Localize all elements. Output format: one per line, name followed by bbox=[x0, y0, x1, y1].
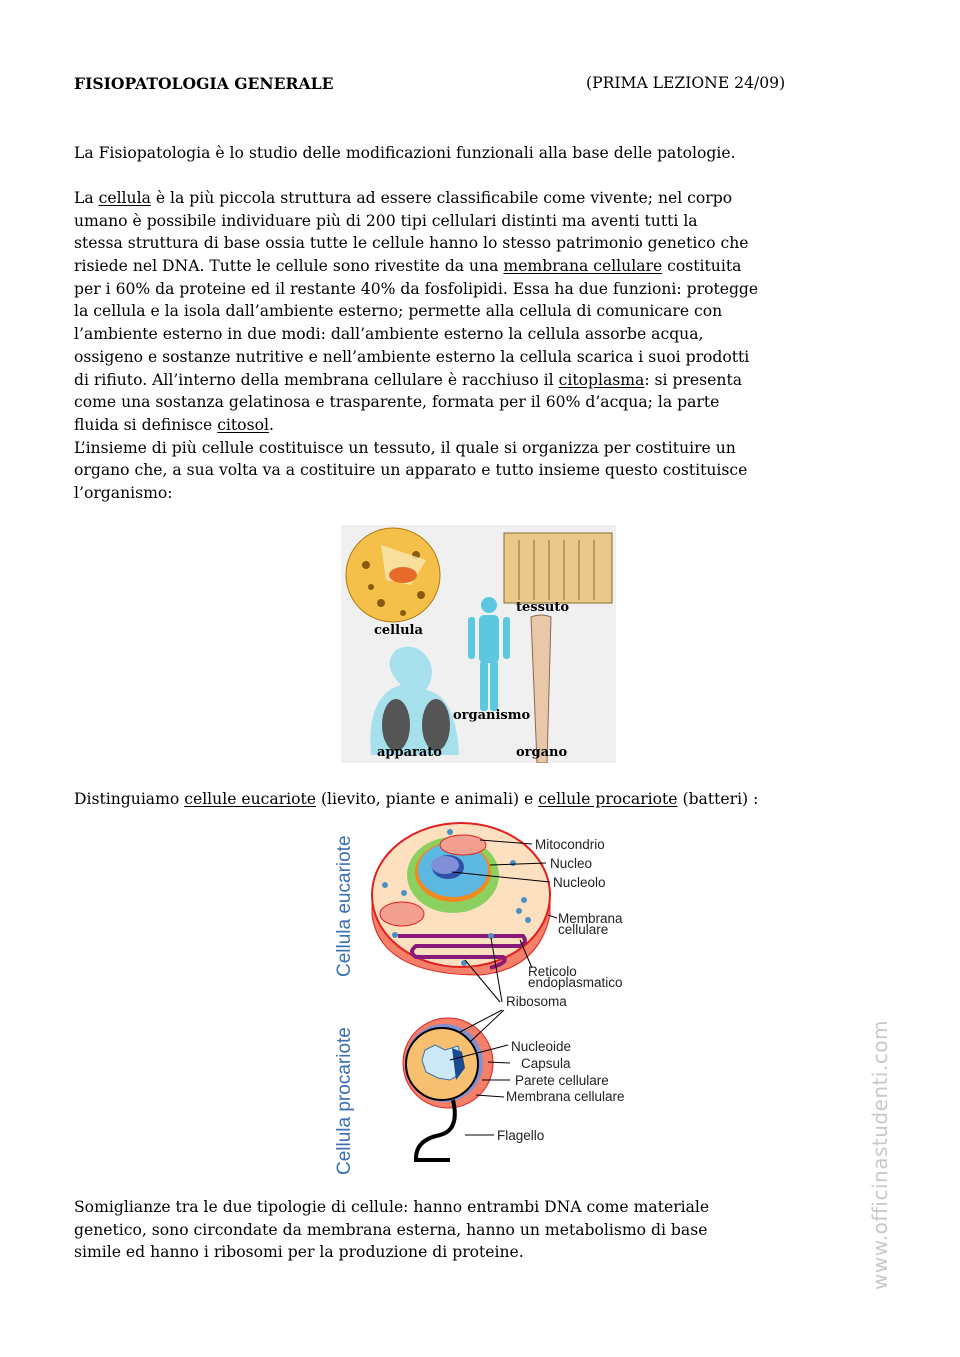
text-line bbox=[74, 346, 758, 369]
text-segment: risiede nel DNA. Tutte le cellule sono rivestite da una bbox=[74, 257, 504, 276]
text-segment: fluida si definisce bbox=[74, 415, 218, 434]
text-segment: l’organismo: bbox=[74, 483, 173, 502]
text-segment: di rifiuto. All’interno della membrana cellulare è racchiuso il bbox=[74, 370, 559, 389]
tissue-illustration bbox=[504, 533, 612, 603]
text-segment: Somiglianze tra le due tipologie di cellule: hanno entrambi DNA come materiale bbox=[74, 1198, 710, 1216]
text-line bbox=[74, 369, 758, 392]
label-nucleoide: Nucleoide bbox=[511, 1039, 572, 1054]
text-segment: : si presenta bbox=[644, 370, 743, 389]
label-reticolo: Reticolo bbox=[528, 964, 577, 979]
text-line bbox=[74, 300, 758, 323]
text-segment: stessa struttura di base ossia tutte le cellule hanno lo stesso patrimonio genetico che bbox=[74, 234, 749, 253]
label-cellula: cellula bbox=[374, 623, 423, 638]
label-membrana-cellulare: Membrana cellulare bbox=[506, 1089, 625, 1104]
text-line bbox=[74, 437, 758, 460]
text-segment: organo che, a sua volta va a costituire un apparato e tutto insieme questo costituisce bbox=[74, 461, 748, 480]
text-segment: simile ed hanno i ribosomi per la produzione di proteine. bbox=[74, 1243, 524, 1262]
label-apparato: apparato bbox=[377, 745, 442, 760]
text-line bbox=[74, 255, 758, 278]
text-line bbox=[74, 1196, 709, 1219]
figure-cell-types bbox=[320, 810, 660, 1180]
text-line bbox=[74, 1219, 709, 1242]
text-segment: La bbox=[74, 189, 99, 207]
label-tessuto: tessuto bbox=[516, 600, 570, 615]
label-ribosoma: Ribosoma bbox=[506, 994, 567, 1009]
text-segment: la cellula e la isola dall’ambiente esterno; permette alla cellula di comunicare con bbox=[74, 302, 723, 321]
text-line bbox=[74, 788, 758, 811]
text-segment: . bbox=[268, 415, 274, 434]
text-line bbox=[74, 210, 758, 233]
text-segment: (lievito, piante e animali) e bbox=[316, 790, 539, 808]
organ-illustration bbox=[531, 615, 551, 763]
text-line bbox=[74, 278, 758, 301]
paragraph-distinguiamo bbox=[74, 788, 758, 811]
label-parete: Parete cellulare bbox=[515, 1073, 609, 1088]
underlined-term: citoplasma bbox=[558, 370, 645, 389]
underlined-term: citosol bbox=[217, 415, 269, 434]
text-line bbox=[74, 232, 758, 255]
underlined-term: cellule eucariote bbox=[184, 790, 317, 808]
underlined-term: cellule procariote bbox=[538, 790, 678, 808]
eukaryotic-cell bbox=[372, 823, 550, 975]
text-segment: è la più piccola struttura ad essere classificabile come vivente; nel corpo bbox=[150, 189, 733, 207]
text-line bbox=[74, 414, 758, 437]
text-segment: ossigeno e sostanze nutritive e nell’ambiente esterno la cellula scarica i suoi prodotti bbox=[74, 347, 750, 366]
label-membrana: Membrana bbox=[558, 911, 623, 926]
watermark: www.officinastudenti.com bbox=[868, 1019, 892, 1290]
organization-illustration bbox=[341, 525, 616, 763]
cell-diagram bbox=[320, 810, 660, 1180]
text-segment: La Fisiopatologia è lo studio delle modificazioni funzionali alla base delle patologie. bbox=[74, 144, 736, 162]
label-nucleolo: Nucleolo bbox=[553, 875, 606, 890]
text-line bbox=[74, 142, 736, 165]
underlined-term: membrana cellulare bbox=[503, 257, 663, 276]
text-segment: per i 60% da proteine ed il restante 40% da fosfolipidi. Essa ha due funzioni: protegge bbox=[74, 279, 759, 298]
text-segment: come una sostanza gelatinosa e trasparente, formata per il 60% d’acqua; la parte bbox=[74, 393, 720, 412]
text-line bbox=[74, 1241, 709, 1264]
text-segment: l’ambiente esterno in due modi: dall’ambiente esterno la cellula assorbe acqua, bbox=[74, 325, 704, 344]
label-flagello: Flagello bbox=[497, 1128, 545, 1143]
title-procariote: Cellula procariote bbox=[334, 1027, 355, 1175]
text-segment: Distinguiamo bbox=[74, 790, 185, 808]
text-line bbox=[74, 391, 758, 414]
prokaryotic-cell bbox=[403, 1018, 493, 1160]
document-title: FISIOPATOLOGIA GENERALE bbox=[74, 74, 334, 93]
paragraph-cellula bbox=[74, 187, 758, 505]
label-organismo: organismo bbox=[453, 708, 531, 723]
text-segment: genetico, sono circondate da membrana esterna, hanno un metabolismo di base bbox=[74, 1220, 708, 1239]
label-nucleo: Nucleo bbox=[550, 856, 593, 871]
text-segment: umano è possibile individuare più di 200 tipi cellulari distinti ma aventi tutti la bbox=[74, 211, 698, 230]
label-organo: organo bbox=[516, 745, 568, 760]
text-segment: (batteri) : bbox=[677, 790, 759, 808]
underlined-term: cellula bbox=[98, 189, 151, 207]
human-body-illustration bbox=[468, 597, 510, 711]
label-mitocondrio: Mitocondrio bbox=[535, 837, 605, 852]
title-eucariote: Cellula eucariote bbox=[334, 835, 355, 977]
text-segment: L’insieme di più cellule costituisce un tessuto, il quale si organizza per costituire un bbox=[74, 438, 736, 457]
label-capsula: Capsula bbox=[521, 1056, 571, 1071]
text-line bbox=[74, 323, 758, 346]
label-cellulare: cellulare bbox=[558, 922, 609, 937]
paragraph-somiglianze bbox=[74, 1196, 709, 1264]
text-line bbox=[74, 482, 758, 505]
figure-levels-of-organization bbox=[341, 525, 616, 763]
lesson-label: (PRIMA LEZIONE 24/09) bbox=[586, 74, 786, 92]
text-line bbox=[74, 459, 758, 482]
label-endoplasmatico: endoplasmatico bbox=[528, 975, 623, 990]
text-line bbox=[74, 187, 758, 210]
text-segment: costituita bbox=[662, 257, 742, 276]
paragraph-intro bbox=[74, 142, 736, 165]
